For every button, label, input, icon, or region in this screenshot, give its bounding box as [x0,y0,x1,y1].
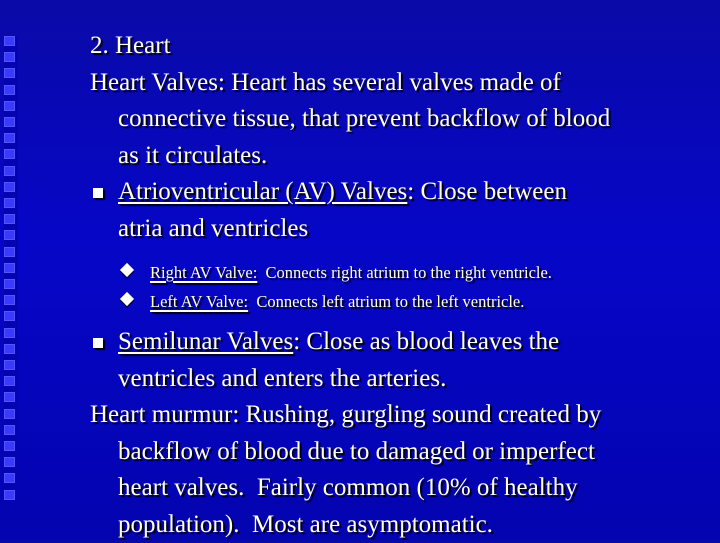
av-valves-bullet [90,174,715,247]
semilunar-line [90,324,715,361]
av-valves-cont1 [90,211,715,248]
heart-murmur-cont2 [90,470,715,507]
decorative-square [4,360,15,370]
semilunar-cont1 [90,361,715,398]
decorative-square [4,473,15,483]
heart-murmur-cont3-text: population). Most are asymptomatic. [118,511,493,538]
right-av-text: Connects right atrium to the right ventricle. [257,263,552,282]
decorative-square [4,166,15,176]
decorative-square [4,409,15,419]
decorative-square [4,117,15,127]
decorative-square [4,149,15,159]
heart-murmur-cont1-text: backflow of blood due to damaged or imperfect [118,438,595,465]
heart-valves-cont2-text: as it circulates. [118,142,267,169]
heart-valves-text: : Heart has several valves made of [218,69,561,96]
heart-valves-cont1 [90,101,715,138]
decorative-square [4,230,15,240]
av-sub-bullets [90,258,715,316]
decorative-square [4,214,15,224]
decorative-square [4,441,15,451]
heart-murmur-text: : Rushing, gurgling sound created by [232,401,601,428]
semilunar-bullet [90,324,715,397]
sub-bullet-left-av [122,287,715,316]
square-bullet-icon [93,338,103,348]
semilunar-term: Semilunar Valves [118,328,293,355]
heart-murmur-term: Heart murmur [90,401,232,428]
decorative-square [4,68,15,78]
decorative-square [4,101,15,111]
heading-text: 2. Heart [90,32,171,59]
av-valves-line [90,174,715,211]
decorative-square [4,52,15,62]
av-valves-term: Atrioventricular (AV) Valves [118,178,407,205]
heart-valves-term: Heart Valves [90,69,218,96]
decorative-square [4,328,15,338]
heart-murmur-cont1 [90,434,715,471]
heart-murmur-cont2-text: heart valves. Fairly common (10% of healthy [118,474,578,501]
sub-bullet-right-av [122,258,715,287]
decorative-square [4,376,15,386]
decorative-square [4,392,15,402]
decorative-square [4,311,15,321]
diamond-bullet-icon [120,292,134,306]
decorative-square [4,133,15,143]
decorative-square [4,85,15,95]
av-valves-cont1-text: atria and ventricles [118,215,308,242]
decorative-square [4,198,15,208]
slide-content [90,28,715,543]
heart-valves-cont1-text: connective tissue, that prevent backflow of blood [118,105,610,132]
heart-murmur-line [90,397,715,434]
left-av-text: Connects left atrium to the left ventricle. [248,292,524,311]
decorative-square-column [4,36,18,500]
decorative-square [4,36,15,46]
decorative-square [4,247,15,257]
semilunar-text: : Close as blood leaves the [293,328,559,355]
decorative-square [4,457,15,467]
decorative-square [4,490,15,500]
av-valves-text: : Close between [407,178,567,205]
decorative-square [4,344,15,354]
diamond-bullet-icon [120,263,134,277]
semilunar-cont1-text: ventricles and enters the arteries. [118,365,446,392]
decorative-square [4,425,15,435]
decorative-square [4,295,15,305]
decorative-square [4,263,15,273]
decorative-square [4,279,15,289]
heart-valves-line [90,65,715,102]
heart-valves-cont2 [90,138,715,175]
left-av-term: Left AV Valve: [150,292,248,311]
decorative-square [4,182,15,192]
right-av-term: Right AV Valve: [150,263,257,282]
square-bullet-icon [93,188,103,198]
heart-murmur-cont3 [90,507,715,543]
slide-heading [90,28,715,65]
